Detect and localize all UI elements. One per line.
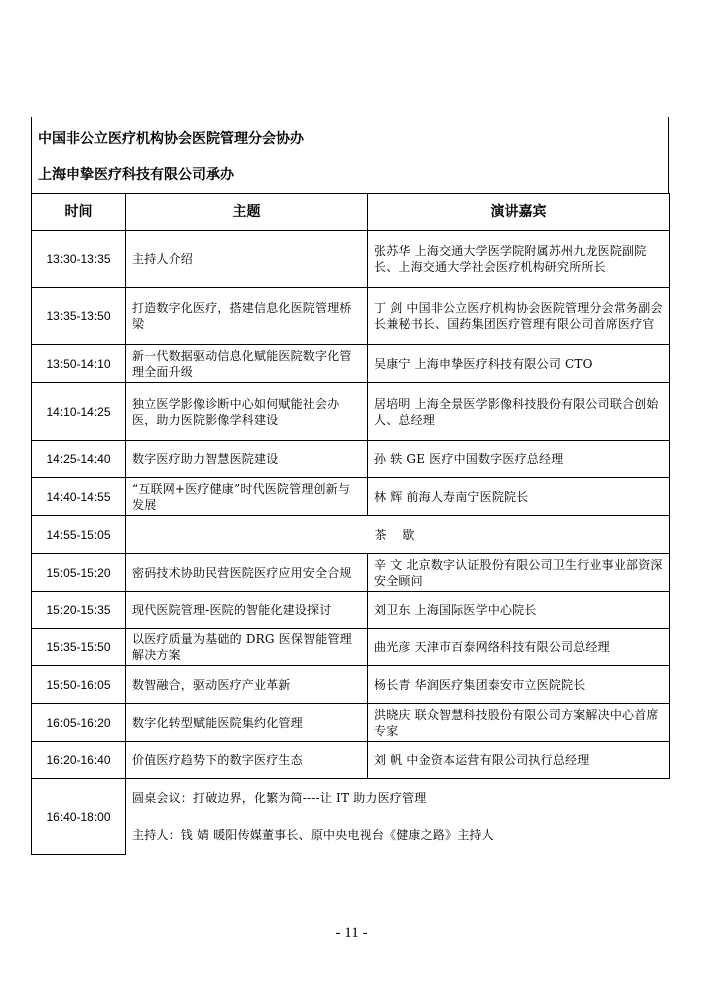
header-topic: 主题 bbox=[126, 194, 368, 231]
roundtable-title: 圆桌会议：打破边界，化繁为简----让 IT 助力医疗管理 bbox=[132, 791, 427, 806]
time-cell: 13:50-14:10 bbox=[32, 345, 126, 383]
topic-cell: 以医疗质量为基础的 DRG 医保智能管理解决方案 bbox=[126, 629, 368, 666]
topic-cell: “互联网+医疗健康”时代医院管理创新与发展 bbox=[126, 478, 368, 516]
table-row bbox=[32, 383, 670, 441]
table-row bbox=[32, 231, 670, 288]
table-row bbox=[32, 742, 670, 779]
topic-cell: 价值医疗趋势下的数字医疗生态 bbox=[126, 742, 368, 779]
speaker-cell: 吴康宁 上海申挚医疗科技有限公司 CTO bbox=[368, 345, 670, 383]
table-row bbox=[32, 629, 670, 666]
time-cell: 16:40-18:00 bbox=[32, 779, 126, 855]
time-cell: 13:30-13:35 bbox=[32, 231, 126, 288]
table-row bbox=[32, 441, 670, 478]
roundtable-spacer bbox=[132, 806, 664, 827]
time-cell: 15:35-15:50 bbox=[32, 629, 126, 666]
speaker-cell: 辛 文 北京数字认证股份有限公司卫生行业事业部资深安全顾问 bbox=[368, 554, 670, 592]
speaker-cell: 刘卫东 上海国际医学中心院长 bbox=[368, 592, 670, 629]
speaker-cell: 洪晓庆 联众智慧科技股份有限公司方案解决中心首席专家 bbox=[368, 704, 670, 742]
table-row bbox=[32, 554, 670, 592]
table-row bbox=[32, 478, 670, 516]
time-cell: 16:05-16:20 bbox=[32, 704, 126, 742]
speaker-cell: 孙 轶 GE 医疗中国数字医疗总经理 bbox=[368, 441, 670, 478]
topic-cell: 密码技术协助民营医院医疗应用安全合规 bbox=[126, 554, 368, 592]
time-cell: 14:55-15:05 bbox=[32, 516, 126, 554]
table-row bbox=[32, 345, 670, 383]
table-row bbox=[32, 666, 670, 704]
table-row bbox=[32, 288, 670, 345]
time-cell: 14:25-14:40 bbox=[32, 441, 126, 478]
header-speaker: 演讲嘉宾 bbox=[368, 194, 670, 231]
time-cell: 15:50-16:05 bbox=[32, 666, 126, 704]
topic-cell: 打造数字化医疗，搭建信息化医院管理桥梁 bbox=[126, 288, 368, 345]
time-cell: 14:40-14:55 bbox=[32, 478, 126, 516]
topic-cell: 新一代数据驱动信息化赋能医院数字化管理全面升级 bbox=[126, 345, 368, 383]
table-row bbox=[32, 704, 670, 742]
roundtable-cell bbox=[126, 779, 670, 855]
topic-cell: 数字化转型赋能医院集约化管理 bbox=[126, 704, 368, 742]
topic-cell: 数智融合，驱动医疗产业革新 bbox=[126, 666, 368, 704]
header-time: 时间 bbox=[32, 194, 126, 231]
speaker-cell: 丁 剑 中国非公立医疗机构协会医院管理分会常务副会长兼秘书长、国药集团医疗管理有限公司首席医疗官 bbox=[368, 288, 670, 345]
time-cell: 14:10-14:25 bbox=[32, 383, 126, 441]
time-cell: 15:20-15:35 bbox=[32, 592, 126, 629]
time-cell: 15:05-15:20 bbox=[32, 554, 126, 592]
speaker-cell: 曲光彦 天津市百泰网络科技有限公司总经理 bbox=[368, 629, 670, 666]
time-cell: 13:35-13:50 bbox=[32, 288, 126, 345]
table-header-row bbox=[32, 194, 670, 231]
speaker-cell: 张苏华 上海交通大学医学院附属苏州九龙医院副院长、上海交通大学社会医疗机构研究所所长 bbox=[368, 231, 670, 288]
topic-cell: 数字医疗助力智慧医院建设 bbox=[126, 441, 368, 478]
topic-cell: 独立医学影像诊断中心如何赋能社会办医，助力医院影像学科建设 bbox=[126, 383, 368, 441]
speaker-cell: 居培明 上海全景医学影像科技股份有限公司联合创始人、总经理 bbox=[368, 383, 670, 441]
break-row bbox=[32, 516, 670, 554]
tea-break-label: 茶 歇 bbox=[126, 516, 670, 554]
host-organizer-line: 上海申挚医疗科技有限公司承办 bbox=[38, 167, 234, 183]
schedule-table bbox=[31, 193, 670, 855]
frame-right-border bbox=[668, 117, 669, 194]
table-row bbox=[32, 592, 670, 629]
speaker-cell: 林 辉 前海人寿南宁医院院长 bbox=[368, 478, 670, 516]
frame-left-border bbox=[31, 117, 32, 194]
speaker-cell: 刘 帆 中金资本运营有限公司执行总经理 bbox=[368, 742, 670, 779]
roundtable-host: 主持人：钱 婧 暖阳传媒董事长、原中央电视台《健康之路》主持人 bbox=[132, 828, 494, 843]
speaker-cell: 杨长青 华润医疗集团泰安市立医院院长 bbox=[368, 666, 670, 704]
time-cell: 16:20-16:40 bbox=[32, 742, 126, 779]
topic-cell: 现代医院管理-医院的智能化建设探讨 bbox=[126, 592, 368, 629]
page-number: - 11 - bbox=[335, 925, 368, 941]
co-organizer-line: 中国非公立医疗机构协会医院管理分会协办 bbox=[38, 131, 304, 147]
roundtable-row bbox=[32, 779, 670, 855]
topic-cell: 主持人介绍 bbox=[126, 231, 368, 288]
